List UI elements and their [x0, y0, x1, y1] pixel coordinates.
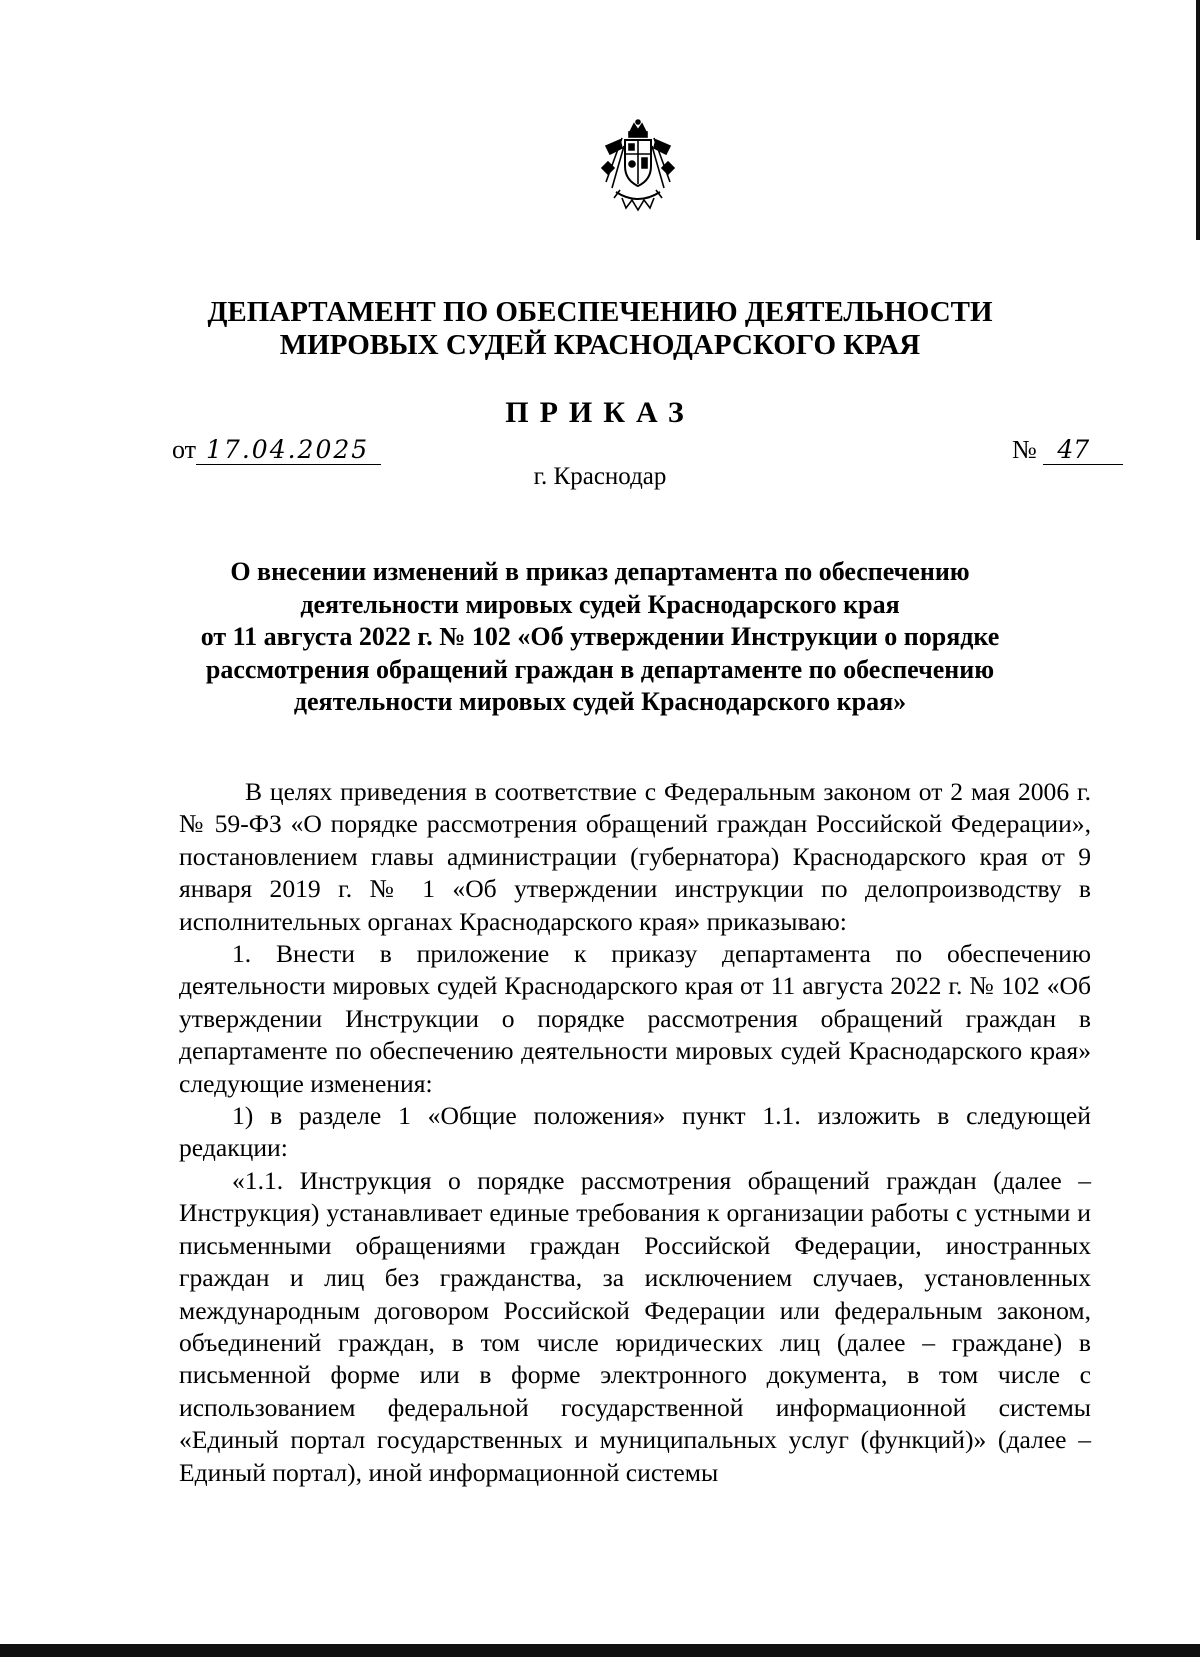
organization-title-line-2: МИРОВЫХ СУДЕЙ КРАСНОДАРСКОГО КРАЯ	[279, 329, 921, 361]
document-city: г. Краснодар	[533, 463, 667, 490]
document-body	[179, 776, 1091, 1489]
item-1-paragraph: 1. Внести в приложение к приказу департамента по обеспечению деятельности мировых судей Краснодарского края от 11 августа 2022 г. № 102 «Об утверждении Инструкции о порядке рассмотрения обращений граждан в департаменте по обеспечению деятельности мировых судей Краснодарского края» следующие изменения:	[179, 939, 1091, 1098]
number-prefix: №	[1012, 435, 1037, 464]
scan-edge-right	[1196, 0, 1200, 240]
subject-line-1: О внесении изменений в приказ департамента по обеспечению	[230, 557, 970, 586]
subject-line-2: деятельности мировых судей Краснодарского края	[300, 589, 900, 619]
subject-line-3: от 11 августа 2022 г. № 102 «Об утверждении Инструкции о порядке	[200, 622, 1000, 652]
date-handwritten: 17.04.2025	[196, 436, 381, 465]
krasnodar-coat-of-arms-icon	[598, 118, 678, 218]
organization-title	[150, 296, 1050, 362]
quoted-clause-paragraph: «1.1. Инструкция о порядке рассмотрения обращений граждан (далее – Инструкция) устанавливает единые требования к организации работы с устными и письменными обращениями граждан Российской Федерации, иностранных граждан и лиц без гражданства, за исключением случаев, установленных международным договором Российской Федерации или федеральным законом, объединений граждан, в том числе юридических лиц (далее – граждане) в письменной форме или в форме электронного документа, в том числе с использованием федеральной государственной информационной системы «Единый портал государственных и муниципальных услуг (функций)» (далее – Единый портал), иной информационной системы	[179, 1165, 1091, 1487]
scan-edge-bottom	[0, 1644, 1200, 1657]
subject-line-5: деятельности мировых судей Краснодарского края»	[293, 687, 907, 717]
document-type: ПРИКАЗ	[505, 396, 695, 429]
subject-line-4: рассмотрения обращений граждан в департаменте по обеспечению	[205, 654, 995, 684]
document-subject	[160, 556, 1040, 719]
number-handwritten: 47	[1043, 436, 1123, 465]
subitem-1-paragraph: 1) в разделе 1 «Общие положения» пункт 1.1. изложить в следующей редакции:	[179, 1101, 1091, 1163]
organization-title-line-1: ДЕПАРТАМЕНТ ПО ОБЕСПЕЧЕНИЮ ДЕЯТЕЛЬНОСТИ	[207, 296, 993, 328]
date-prefix: от	[172, 435, 197, 464]
document-number	[1012, 432, 1123, 468]
document-date	[172, 432, 381, 468]
preamble-paragraph: В целях приведения в соответствие с Федеральным законом от 2 мая 2006 г. № 59-ФЗ «О порядке рассмотрения обращений граждан Российской Федерации», постановлением главы администрации (губернатора) Краснодарского края от 9 января 2019 г. № 1 «Об утверждении инструкции по делопроизводству в исполнительных органах Краснодарского края» приказываю:	[179, 777, 1091, 936]
